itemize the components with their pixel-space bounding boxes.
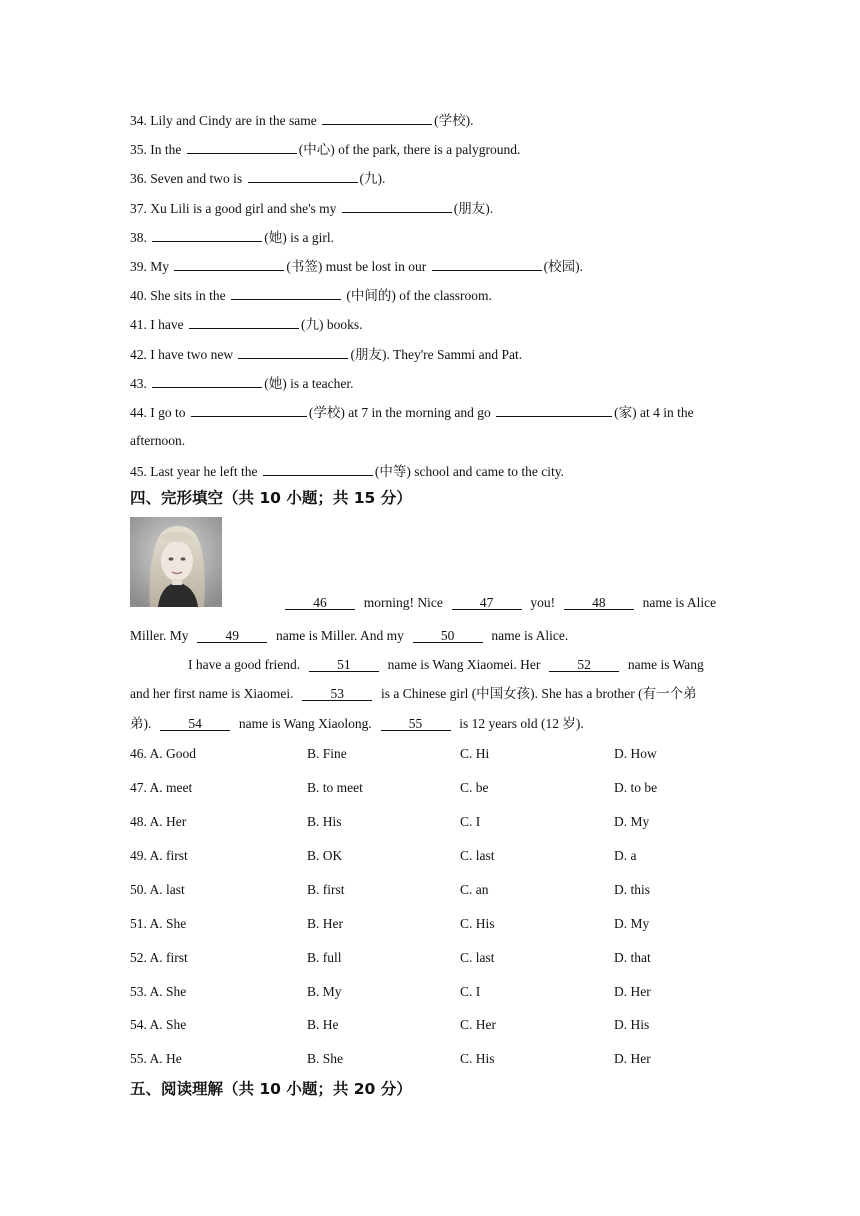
sentence-36: 36. Seven and two is (九). bbox=[130, 171, 386, 186]
passage-line-2: Miller. My 49 name is Miller. And my 50 name is Alice. bbox=[130, 628, 569, 643]
option-d[interactable]: D. that bbox=[614, 950, 651, 965]
option-d[interactable]: D. to be bbox=[614, 780, 658, 795]
option-row-53 bbox=[130, 984, 732, 1002]
answer-blank[interactable] bbox=[231, 286, 341, 300]
option-b[interactable]: B. OK bbox=[307, 848, 343, 863]
option-d[interactable]: D. a bbox=[614, 848, 637, 863]
passage-line-4: and her first name is Xiaomei. 53 is a Chinese girl (中国女孩). She has a brother (有一个弟 bbox=[130, 686, 697, 701]
answer-blank[interactable] bbox=[342, 199, 452, 213]
option-b[interactable]: B. He bbox=[307, 1017, 339, 1032]
option-a[interactable]: 46. A. Good bbox=[130, 746, 197, 761]
option-c[interactable]: C. last bbox=[460, 848, 495, 863]
sentence-38: 38. (她) is a girl. bbox=[130, 230, 334, 245]
option-b[interactable]: B. first bbox=[307, 882, 345, 897]
sentence-37: 37. Xu Lili is a good girl and she's my (朋友). bbox=[130, 201, 494, 216]
option-a[interactable]: 54. A. She bbox=[130, 1017, 187, 1032]
cloze-blank-52[interactable]: 52 bbox=[549, 658, 619, 672]
option-a[interactable]: 55. A. He bbox=[130, 1051, 182, 1066]
option-row-54 bbox=[130, 1017, 732, 1035]
option-a[interactable]: 51. A. She bbox=[130, 916, 187, 931]
option-b[interactable]: B. His bbox=[307, 814, 342, 829]
answer-blank[interactable] bbox=[152, 374, 262, 388]
cloze-blank-48[interactable]: 48 bbox=[564, 596, 634, 610]
option-a[interactable]: 47. A. meet bbox=[130, 780, 193, 795]
option-d[interactable]: D. How bbox=[614, 746, 657, 761]
option-row-48 bbox=[130, 814, 732, 832]
passage-line-1: 46 morning! Nice 47 you! 48 name is Alice bbox=[283, 594, 716, 612]
option-b[interactable]: B. My bbox=[307, 984, 342, 999]
option-row-52 bbox=[130, 950, 732, 968]
sentence-35: 35. In the (中心) of the park, there is a palyground. bbox=[130, 142, 521, 157]
option-c[interactable]: C. I bbox=[460, 814, 481, 829]
option-c[interactable]: C. Hi bbox=[460, 746, 490, 761]
sentence-44-continued: afternoon. bbox=[130, 433, 186, 448]
option-c[interactable]: C. I bbox=[460, 984, 481, 999]
option-a[interactable]: 52. A. first bbox=[130, 950, 188, 965]
sentence-43: 43. (她) is a teacher. bbox=[130, 376, 354, 391]
girl-portrait-photo bbox=[130, 517, 222, 607]
sentence-39: 39. My (书签) must be lost in our (校园). bbox=[130, 259, 584, 274]
passage-line-5: 弟). 54 name is Wang Xiaolong. 55 is 12 years old (12 岁). bbox=[130, 716, 584, 731]
answer-blank[interactable] bbox=[189, 315, 299, 329]
answer-blank[interactable] bbox=[263, 462, 373, 476]
option-c[interactable]: C. His bbox=[460, 916, 495, 931]
option-d[interactable]: D. My bbox=[614, 814, 650, 829]
sentence-42: 42. I have two new (朋友). They're Sammi and Pat. bbox=[130, 347, 523, 362]
option-d[interactable]: D. Her bbox=[614, 984, 651, 999]
section-5-heading: 五、阅读理解（共 10 小题；共 20 分） bbox=[130, 1080, 412, 1098]
answer-blank[interactable] bbox=[187, 140, 297, 154]
option-row-55 bbox=[130, 1051, 732, 1069]
sentence-44: 44. I go to (学校) at 7 in the morning and go (家) at 4 in the bbox=[130, 405, 694, 420]
answer-blank[interactable] bbox=[248, 169, 358, 183]
cloze-blank-53[interactable]: 53 bbox=[302, 687, 372, 701]
option-a[interactable]: 48. A. Her bbox=[130, 814, 187, 829]
option-d[interactable]: D. His bbox=[614, 1017, 650, 1032]
option-row-51 bbox=[130, 916, 732, 934]
option-row-49 bbox=[130, 848, 732, 866]
option-c[interactable]: C. an bbox=[460, 882, 489, 897]
cloze-blank-54[interactable]: 54 bbox=[160, 717, 230, 731]
option-row-47 bbox=[130, 780, 732, 798]
cloze-blank-46[interactable]: 46 bbox=[285, 596, 355, 610]
cloze-blank-50[interactable]: 50 bbox=[413, 629, 483, 643]
answer-blank[interactable] bbox=[432, 257, 542, 271]
cloze-blank-49[interactable]: 49 bbox=[197, 629, 267, 643]
passage-line-3: I have a good friend. 51 name is Wang Xiaomei. Her 52 name is Wang bbox=[188, 657, 704, 672]
option-a[interactable]: 53. A. She bbox=[130, 984, 187, 999]
sentence-40: 40. She sits in the (中间的) of the classroom. bbox=[130, 288, 492, 303]
answer-blank[interactable] bbox=[322, 111, 432, 125]
option-row-46 bbox=[130, 746, 732, 764]
option-c[interactable]: C. last bbox=[460, 950, 495, 965]
option-b[interactable]: B. Her bbox=[307, 916, 343, 931]
option-b[interactable]: B. She bbox=[307, 1051, 344, 1066]
section-4-heading: 四、完形填空（共 10 小题；共 15 分） bbox=[130, 489, 412, 507]
option-d[interactable]: D. Her bbox=[614, 1051, 651, 1066]
option-b[interactable]: B. Fine bbox=[307, 746, 347, 761]
option-d[interactable]: D. My bbox=[614, 916, 650, 931]
cloze-blank-51[interactable]: 51 bbox=[309, 658, 379, 672]
answer-blank[interactable] bbox=[152, 228, 262, 242]
answer-blank[interactable] bbox=[238, 345, 348, 359]
answer-blank[interactable] bbox=[496, 403, 612, 417]
cloze-blank-47[interactable]: 47 bbox=[452, 596, 522, 610]
option-c[interactable]: C. His bbox=[460, 1051, 495, 1066]
option-a[interactable]: 50. A. last bbox=[130, 882, 185, 897]
option-b[interactable]: B. to meet bbox=[307, 780, 363, 795]
cloze-blank-55[interactable]: 55 bbox=[381, 717, 451, 731]
sentence-45: 45. Last year he left the (中等) school and came to the city. bbox=[130, 464, 565, 479]
answer-blank[interactable] bbox=[191, 403, 307, 417]
answer-blank[interactable] bbox=[174, 257, 284, 271]
sentence-41: 41. I have (九) books. bbox=[130, 317, 363, 332]
option-row-50 bbox=[130, 882, 732, 900]
option-c[interactable]: C. Her bbox=[460, 1017, 496, 1032]
sentence-34: 34. Lily and Cindy are in the same (学校). bbox=[130, 113, 474, 128]
option-b[interactable]: B. full bbox=[307, 950, 342, 965]
option-a[interactable]: 49. A. first bbox=[130, 848, 188, 863]
option-d[interactable]: D. this bbox=[614, 882, 651, 897]
option-c[interactable]: C. be bbox=[460, 780, 489, 795]
